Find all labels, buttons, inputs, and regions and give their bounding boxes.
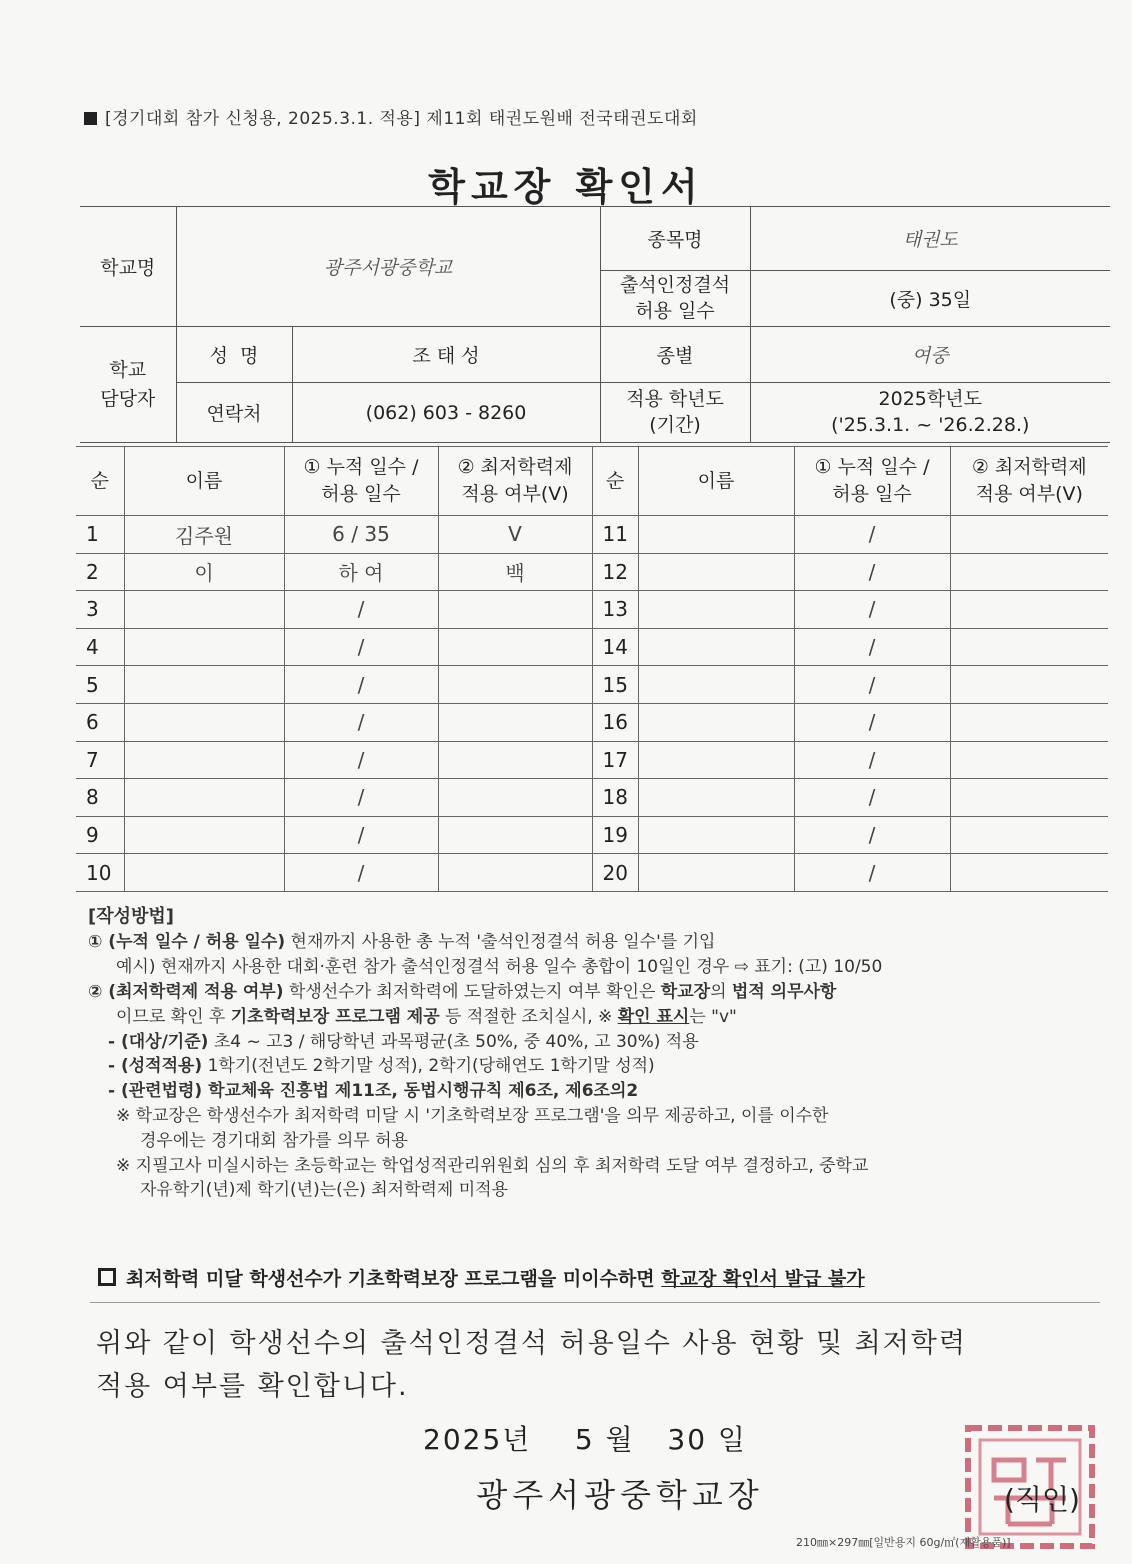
min-achievement-cell <box>950 741 1108 779</box>
issue-date: 2025년 5 월 30 일 <box>423 1423 747 1456</box>
days-cell: / <box>284 854 438 892</box>
student-name-cell <box>124 816 284 854</box>
roster-table <box>76 446 1108 892</box>
student-name-cell <box>124 703 284 741</box>
min-achievement-header-2: ② 최저학력제 적용 여부(V) <box>950 447 1108 516</box>
student-name-cell <box>124 779 284 817</box>
min-achievement-cell <box>950 779 1108 817</box>
contact-label: 연락처 <box>176 383 292 443</box>
student-name-cell <box>124 854 284 892</box>
method-item-1: ① (누적 일수 / 허용 일수) 현재까지 사용한 총 누적 '출석인정결석 허용 일수'를 기입 <box>88 932 716 953</box>
method-item-1-example: 예시) 현재까지 사용한 대회·훈련 참가 출석인정결석 허용 일수 총합이 10일인 경우 ⇨ 표기: (고) 10/50 <box>116 957 883 978</box>
gender-value: 여중 <box>750 327 1110 383</box>
row-number: 6 <box>76 703 124 741</box>
min-achievement-cell <box>438 628 592 666</box>
student-name-cell: 김주원 <box>124 516 284 554</box>
min-achievement-cell <box>950 816 1108 854</box>
row-number: 11 <box>592 516 638 554</box>
student-name-cell <box>124 628 284 666</box>
days-cell: 하 여 <box>284 553 438 591</box>
student-name-cell <box>638 703 794 741</box>
table-row <box>76 703 1108 741</box>
days-cell: / <box>284 703 438 741</box>
student-name-cell <box>124 591 284 629</box>
row-number: 19 <box>592 816 638 854</box>
row-number: 5 <box>76 666 124 704</box>
days-cell: / <box>794 703 950 741</box>
min-achievement-cell <box>438 591 592 629</box>
row-number: 10 <box>76 854 124 892</box>
method-sub-law: - (관련법령) 학교체육 진흥법 제11조, 동법시행규칙 제6조, 제6조의2 <box>108 1081 639 1102</box>
info-table <box>80 206 1110 443</box>
method-item-2-line-2: 이므로 확인 후 기초학력보장 프로그램 제공 등 적절한 조치실시, ※ 확인 표시는 "v" <box>116 1006 737 1027</box>
table-row <box>76 741 1108 779</box>
paper-spec: 210㎜×297㎜[일반용지 60g/㎡(재활용품)] <box>796 1536 1011 1549</box>
student-name-cell <box>124 741 284 779</box>
method-note-2: ※ 지필고사 미실시하는 초등학교는 학업성적관리위원회 심의 후 최저학력 도달 여부 결정하고, 중학교 <box>116 1155 869 1176</box>
days-cell: / <box>794 628 950 666</box>
table-row <box>76 666 1108 704</box>
school-name-label: 학교명 <box>80 207 176 327</box>
num-header: 순 <box>76 447 124 516</box>
row-number: 1 <box>76 516 124 554</box>
method-title: [작성방법] <box>88 906 175 927</box>
notice: 최저학력 미달 학생선수가 기초학력보장 프로그램을 미이수하면 학교장 확인서 발급 불가 <box>98 1264 865 1291</box>
table-row <box>76 553 1108 591</box>
min-achievement-cell <box>950 553 1108 591</box>
row-number: 15 <box>592 666 638 704</box>
roster-header-row <box>76 447 1108 516</box>
divider <box>90 1302 1100 1303</box>
days-cell: / <box>794 591 950 629</box>
table-row <box>76 516 1108 554</box>
days-cell: / <box>794 516 950 554</box>
min-achievement-header: ② 최저학력제 적용 여부(V) <box>438 447 592 516</box>
student-name-cell <box>638 516 794 554</box>
gender-label: 종별 <box>600 327 750 383</box>
table-row <box>76 779 1108 817</box>
row-number: 8 <box>76 779 124 817</box>
days-cell: / <box>794 553 950 591</box>
table-row <box>76 854 1108 892</box>
min-achievement-cell <box>438 854 592 892</box>
row-number: 20 <box>592 854 638 892</box>
row-number: 14 <box>592 628 638 666</box>
row-number: 4 <box>76 628 124 666</box>
allowed-days-label: 출석인정결석 허용 일수 <box>600 271 750 327</box>
student-name-cell <box>638 854 794 892</box>
form-note: [경기대회 참가 신청용, 2025.3.1. 적용] 제11회 태권도원배 전국태권도대회 <box>84 104 698 129</box>
student-name-cell <box>638 816 794 854</box>
row-number: 18 <box>592 779 638 817</box>
name-header-2: 이름 <box>638 447 794 516</box>
student-name-cell <box>638 628 794 666</box>
confirmation-statement: 위와 같이 학생선수의 출석인정결석 허용일수 사용 현황 및 최저학력 적용 여부를 확인합니다. <box>96 1328 967 1403</box>
manager-label: 학교 담당자 <box>80 327 176 443</box>
seal-label: (직인) <box>1004 1483 1080 1516</box>
school-principal: 광주서광중학교장 <box>476 1476 764 1514</box>
row-number: 3 <box>76 591 124 629</box>
min-achievement-cell <box>950 591 1108 629</box>
days-cell: / <box>794 741 950 779</box>
row-number: 12 <box>592 553 638 591</box>
method-note-1: ※ 학교장은 학생선수가 최저학력 미달 시 '기초학력보장 프로그램'을 의무 제공하고, 이를 이수한 <box>116 1105 829 1126</box>
student-name-cell <box>638 741 794 779</box>
min-achievement-cell <box>950 516 1108 554</box>
school-year-label: 적용 학년도 (기간) <box>600 383 750 443</box>
days-cell: 6 / 35 <box>284 516 438 554</box>
row-number: 17 <box>592 741 638 779</box>
row-number: 13 <box>592 591 638 629</box>
days-cell: / <box>794 854 950 892</box>
student-name-cell <box>124 666 284 704</box>
name-label: 성 명 <box>176 327 292 383</box>
writing-method <box>88 904 1098 1203</box>
event-label: 종목명 <box>600 207 750 271</box>
table-row <box>76 591 1108 629</box>
student-name-cell <box>638 553 794 591</box>
method-sub-target: - (대상/기준) 초4 ~ 고3 / 해당학년 과목평균(초 50%, 중 40%, 고 30%) 적용 <box>108 1031 699 1052</box>
student-name-cell: 이 <box>124 553 284 591</box>
method-note-1-line-2: 경우에는 경기대회 참가를 의무 허용 <box>140 1130 408 1151</box>
days-header-2: ① 누적 일수 / 허용 일수 <box>794 447 950 516</box>
square-bullet-icon <box>84 112 97 125</box>
method-item-2: ② (최저학력제 적용 여부) 학생선수가 최저학력에 도달하였는지 여부 확인은 학교장의 법적 의무사항 <box>88 981 837 1002</box>
min-achievement-cell <box>438 703 592 741</box>
days-cell: / <box>284 591 438 629</box>
manager-name-value: 조 태 성 <box>292 327 600 383</box>
allowed-days-value: (중) 35일 <box>750 271 1110 327</box>
school-year-value: 2025학년도 ('25.3.1. ~ '26.2.28.) <box>750 383 1110 443</box>
min-achievement-cell <box>950 703 1108 741</box>
student-name-cell <box>638 666 794 704</box>
min-achievement-cell: V <box>438 516 592 554</box>
min-achievement-cell <box>438 741 592 779</box>
days-header: ① 누적 일수 / 허용 일수 <box>284 447 438 516</box>
hollow-square-icon <box>98 1268 116 1286</box>
method-note-2-line-2: 자유학기(년)제 학기(년)는(은) 최저학력제 미적용 <box>140 1180 509 1201</box>
min-achievement-cell <box>438 779 592 817</box>
row-number: 2 <box>76 553 124 591</box>
event-value: 태권도 <box>750 207 1110 271</box>
num-header-2: 순 <box>592 447 638 516</box>
contact-value: (062) 603 - 8260 <box>292 383 600 443</box>
student-name-cell <box>638 591 794 629</box>
min-achievement-cell <box>950 628 1108 666</box>
table-row <box>76 628 1108 666</box>
days-cell: / <box>284 741 438 779</box>
table-row <box>76 816 1108 854</box>
days-cell: / <box>284 779 438 817</box>
days-cell: / <box>794 816 950 854</box>
days-cell: / <box>284 666 438 704</box>
method-sub-grades: - (성적적용) 1학기(전년도 2학기말 성적), 2학기(당해연도 1학기말 성적) <box>108 1056 655 1077</box>
min-achievement-cell: 백 <box>438 553 592 591</box>
row-number: 7 <box>76 741 124 779</box>
days-cell: / <box>794 779 950 817</box>
school-name-value: 광주서광중학교 <box>176 207 600 327</box>
row-number: 9 <box>76 816 124 854</box>
name-header: 이름 <box>124 447 284 516</box>
student-name-cell <box>638 779 794 817</box>
min-achievement-cell <box>438 816 592 854</box>
min-achievement-cell <box>438 666 592 704</box>
document-title: 학교장 확인서 <box>428 165 704 209</box>
days-cell: / <box>284 816 438 854</box>
min-achievement-cell <box>950 854 1108 892</box>
min-achievement-cell <box>950 666 1108 704</box>
days-cell: / <box>794 666 950 704</box>
row-number: 16 <box>592 703 638 741</box>
days-cell: / <box>284 628 438 666</box>
